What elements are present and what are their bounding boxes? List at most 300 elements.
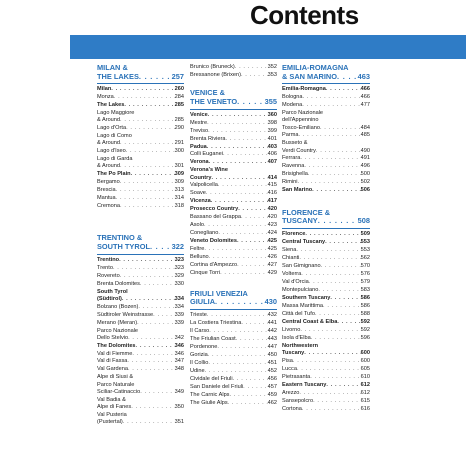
leader-dots: [309, 279, 361, 286]
entry-title: Val d'Orcia: [282, 278, 309, 285]
entry-page-number: 427: [267, 262, 277, 269]
entry-title: The Dolomites: [97, 342, 136, 349]
entry-page-number: 309: [174, 179, 184, 186]
entry-page-number: 353: [267, 71, 277, 78]
toc-entry[interactable]: [282, 132, 370, 139]
toc-entry[interactable]: [282, 187, 370, 194]
entry-title: The Lakes: [97, 102, 125, 109]
leader-dots: [140, 389, 174, 396]
entry-page-number: 442: [267, 327, 277, 334]
entry-title: Monza: [97, 94, 114, 101]
toc-entry[interactable]: [190, 238, 277, 245]
leader-dots: [325, 239, 361, 246]
toc-entry[interactable]: [282, 255, 370, 262]
leader-dots: [153, 312, 174, 319]
entry-page-number: 349: [174, 388, 184, 395]
entry-page-number: 416: [267, 190, 277, 197]
entry-title: Modena: [282, 102, 303, 109]
leader-dots: [116, 195, 175, 202]
entry-page-number: 452: [267, 367, 277, 374]
entry-title: Cividale del Friuli: [190, 375, 233, 382]
toc-entry[interactable]: [190, 206, 277, 213]
toc-entry[interactable]: [97, 328, 184, 342]
toc-entry[interactable]: [190, 144, 277, 151]
toc-entry[interactable]: [282, 102, 370, 109]
entry-title-line: Alpe di Siusi &: [97, 374, 134, 381]
entry-page-number: 291: [174, 140, 184, 147]
entry-page-number: 429: [267, 270, 277, 277]
entry-title: Asolo: [190, 222, 204, 229]
toc-entry[interactable]: [190, 368, 277, 375]
leader-dots: [241, 214, 268, 221]
entry-page-number: 334: [174, 295, 184, 302]
toc-entry[interactable]: [282, 140, 370, 154]
entry-page-number: 490: [360, 147, 370, 154]
entry-title-line: Busseto &: [282, 140, 308, 147]
entry-title: Central Tuscany: [282, 238, 326, 245]
toc-entry[interactable]: [97, 412, 184, 426]
toc-entry[interactable]: [190, 336, 277, 343]
leader-dots: [238, 206, 267, 213]
toc-entry[interactable]: [190, 262, 277, 269]
leader-dots: [128, 366, 175, 373]
entry-title: Vicenza: [190, 198, 211, 205]
entry-title-line: Dello Stelvio: [97, 334, 129, 341]
entry-title: San Daniele del Friuli: [190, 383, 244, 390]
entry-page-number: 346: [174, 350, 184, 357]
leader-dots: [337, 319, 360, 326]
toc-column-2: [190, 64, 277, 408]
section-heading[interactable]: [97, 64, 184, 84]
toc-entry[interactable]: [190, 376, 277, 383]
toc-entry[interactable]: [190, 64, 277, 71]
entry-page-number: 432: [267, 311, 277, 318]
entry-page-number: 592: [360, 326, 370, 333]
entry-title-line: Tosco-Emiliano: [282, 124, 320, 131]
entry-title: Arezzo: [282, 389, 300, 396]
entry-page-number: 425: [267, 238, 277, 245]
leader-dots: [237, 238, 268, 245]
toc-entry[interactable]: [282, 406, 370, 413]
leader-dots: [128, 335, 175, 342]
entry-title: Parma: [282, 132, 299, 139]
toc-entry[interactable]: [190, 112, 277, 119]
entry-page-number: 496: [360, 163, 370, 170]
toc-entry[interactable]: [282, 295, 370, 302]
entry-title: Val di Fassa: [97, 358, 128, 365]
leader-dots: [217, 344, 267, 351]
entry-page-number: 616: [360, 405, 370, 412]
leader-dots: [326, 86, 361, 93]
entry-title-line: & Around: [97, 163, 121, 170]
entry-page-number: 500: [360, 171, 370, 178]
toc-entry[interactable]: [97, 94, 184, 101]
entry-title: Gorizia: [190, 351, 208, 358]
section-page-number: 463: [357, 71, 370, 81]
entry-title: Brescia: [97, 187, 116, 194]
entry-page-number: 399: [267, 127, 277, 134]
toc-entry[interactable]: [190, 198, 277, 205]
entry-title: Cinque Torri: [190, 270, 221, 277]
entry-title: The Friulian Coast: [190, 335, 236, 342]
toc-entry[interactable]: [97, 187, 184, 194]
entry-title: Belluno: [190, 254, 209, 261]
toc-entry[interactable]: [282, 358, 370, 365]
entry-page-number: 451: [267, 359, 277, 366]
entry-title: Valpolicella: [190, 182, 218, 189]
toc-entry[interactable]: [97, 320, 184, 327]
entry-title: Pisa: [282, 357, 293, 364]
section-heading[interactable]: [190, 89, 277, 109]
toc-entry[interactable]: [97, 171, 184, 178]
entry-title: Bergamo: [97, 179, 120, 186]
entry-title: San Gimignano: [282, 262, 321, 269]
entry-page-number: 600: [360, 349, 370, 356]
entry-page-number: 348: [174, 366, 184, 373]
entry-page-number: 459: [267, 391, 277, 398]
toc-entry[interactable]: [282, 247, 370, 254]
entry-title: The Carnic Alps: [190, 391, 230, 398]
toc-entry[interactable]: [282, 366, 370, 373]
toc-entry[interactable]: [97, 86, 184, 93]
toc-entry[interactable]: [97, 265, 184, 272]
entry-title: Trentino: [97, 256, 120, 263]
toc-entry[interactable]: [97, 281, 184, 288]
entry-title: Lucca: [282, 365, 297, 372]
entry-page-number: 579: [360, 278, 370, 285]
section-heading[interactable]: [282, 209, 370, 229]
toc-entry[interactable]: [282, 343, 370, 357]
toc-entry[interactable]: [282, 171, 370, 178]
entry-page-number: 398: [267, 119, 277, 126]
toc-entry[interactable]: [190, 72, 277, 79]
leader-dots: [304, 163, 360, 170]
leader-dots: [311, 335, 361, 342]
leader-dots: [299, 255, 360, 262]
entry-page-number: 415: [267, 182, 277, 189]
toc-entry[interactable]: [282, 110, 370, 132]
entry-title-line: Alpe di Fanes: [97, 403, 132, 410]
toc-entry[interactable]: [282, 231, 370, 238]
toc-entry[interactable]: [282, 239, 370, 246]
entry-page-number: 407: [267, 159, 277, 166]
toc-entry[interactable]: [190, 270, 277, 277]
entry-page-number: 260: [174, 86, 184, 93]
entry-page-number: 423: [267, 222, 277, 229]
entry-title: Cortona: [282, 405, 302, 412]
entry-title: Brenta Dolomites: [97, 280, 140, 287]
entry-title-line: & Around: [97, 140, 121, 147]
toc-entry[interactable]: [190, 222, 277, 229]
toc-entry[interactable]: [97, 179, 184, 186]
entry-page-number: 612: [360, 381, 370, 388]
toc-entry[interactable]: [282, 163, 370, 170]
leader-dots: [126, 148, 175, 155]
leader-dots: [330, 295, 360, 302]
toc-entry[interactable]: [282, 263, 370, 270]
toc-entry[interactable]: [282, 382, 370, 389]
leader-dots: [297, 366, 361, 373]
entry-page-number: 456: [267, 375, 277, 382]
leader-dots: [241, 72, 268, 79]
entry-page-number: 466: [360, 86, 370, 93]
entry-title: Padua: [190, 143, 207, 150]
toc-entry[interactable]: [97, 374, 184, 396]
section-heading[interactable]: [282, 64, 370, 84]
section-heading[interactable]: [97, 234, 184, 254]
entry-title: The Giulie Alps: [190, 399, 228, 406]
toc-entry[interactable]: [190, 230, 277, 237]
leader-dots: [310, 374, 360, 381]
entry-title: Ferrara: [282, 155, 301, 162]
toc-entry[interactable]: [97, 156, 184, 170]
toc-entry[interactable]: [190, 328, 277, 335]
toc-entry[interactable]: [97, 312, 184, 319]
leader-dots: [208, 128, 268, 135]
entry-page-number: 360: [267, 111, 277, 118]
toc-entry[interactable]: [190, 312, 277, 319]
entry-title-line: Verdi Country: [282, 147, 316, 154]
toc-entry[interactable]: [97, 102, 184, 109]
entry-page-number: 426: [267, 254, 277, 261]
leader-dots: [302, 406, 361, 413]
entry-title: Il Carso: [190, 327, 210, 334]
entry-title: Milan: [97, 86, 112, 93]
leader-dots: [296, 247, 360, 254]
leader-dots: [209, 159, 268, 166]
entry-page-number: 506: [360, 187, 370, 194]
entry-page-number: 414: [267, 174, 277, 181]
toc-entry[interactable]: [190, 190, 277, 197]
entry-title-line: Lago di Garda: [97, 156, 133, 163]
toc-entry[interactable]: [190, 384, 277, 391]
entry-page-number: 615: [360, 397, 370, 404]
entry-page-number: 420: [267, 214, 277, 221]
toc-entry[interactable]: [97, 125, 184, 132]
toc-entry[interactable]: [97, 304, 184, 311]
toc-entry[interactable]: [97, 110, 184, 124]
entry-title: Merano (Meran): [97, 319, 138, 326]
leader-dots: [326, 382, 360, 389]
toc-entry[interactable]: [97, 366, 184, 373]
leader-dots: [120, 163, 175, 170]
entry-title: Soave: [190, 190, 206, 197]
entry-title: Bolzano (Bozen): [97, 303, 139, 310]
section-heading[interactable]: [190, 290, 277, 310]
leader-dots: [243, 384, 267, 391]
toc-entry[interactable]: [97, 133, 184, 147]
leader-dots: [300, 327, 360, 334]
entry-title: Il Collio: [190, 359, 209, 366]
entry-page-number: 285: [174, 117, 184, 124]
toc-entry[interactable]: [190, 128, 277, 135]
leader-dots: [114, 94, 175, 101]
entry-title: Bologna: [282, 94, 303, 101]
entry-page-number: 300: [174, 148, 184, 155]
toc-entry[interactable]: [190, 392, 277, 399]
entry-page-number: 334: [174, 303, 184, 310]
leader-dots: [119, 257, 175, 264]
entry-title: Val di Fiemme: [97, 350, 133, 357]
section-heading-line: THE VENETO: [190, 96, 238, 106]
entry-title-line: (Pustertal): [97, 418, 123, 425]
entry-page-number: 450: [267, 351, 277, 358]
entry-title-line: Lago Maggiore: [97, 110, 135, 117]
entry-page-number: 329: [174, 272, 184, 279]
toc-entry[interactable]: [190, 159, 277, 166]
toc-entry[interactable]: [282, 179, 370, 186]
leader-dots: [298, 179, 361, 186]
toc-entry[interactable]: [190, 400, 277, 407]
toc-entry[interactable]: [97, 351, 184, 358]
leader-dots: [299, 390, 360, 397]
entry-title: Brunico (Bruneck): [190, 64, 235, 70]
leader-dots: [120, 179, 175, 186]
leader-dots: [208, 352, 268, 359]
leader-dots: [138, 304, 174, 311]
toc-entry[interactable]: [282, 311, 370, 318]
toc-entry[interactable]: [282, 279, 370, 286]
entry-title-line: Parco Nazionale: [97, 327, 139, 334]
leader-dots: [305, 231, 360, 238]
toc-entry[interactable]: [97, 148, 184, 155]
toc-entry[interactable]: [97, 289, 184, 303]
entry-title: Treviso: [190, 127, 209, 134]
entry-title: La Costiera Triestina: [190, 319, 242, 326]
toc-column-3: [282, 64, 370, 414]
toc-entry[interactable]: [282, 335, 370, 342]
leader-dots: [241, 320, 267, 327]
entry-page-number: 610: [360, 373, 370, 380]
toc-entry[interactable]: [282, 398, 370, 405]
entry-page-number: 323: [174, 264, 184, 271]
toc-entry[interactable]: [282, 327, 370, 334]
toc-entry[interactable]: [282, 303, 370, 310]
section-page-number: 430: [264, 297, 277, 307]
leader-dots: [218, 230, 267, 237]
section-heading-line: SOUTH TYROL: [97, 242, 150, 252]
entry-page-number: 347: [174, 358, 184, 365]
toc-entry[interactable]: [97, 195, 184, 202]
toc-entry[interactable]: [190, 360, 277, 367]
leader-dots: [111, 86, 174, 93]
entry-title: Trento: [97, 264, 113, 271]
section-page-number: 355: [264, 96, 277, 106]
toc-entry[interactable]: [97, 358, 184, 365]
toc-entry[interactable]: [97, 273, 184, 280]
leader-dots: [131, 171, 175, 178]
entry-page-number: 576: [360, 270, 370, 277]
section-page-number: 257: [171, 71, 184, 81]
toc-entry[interactable]: [97, 343, 184, 350]
entry-title: Sansepolcro: [282, 397, 314, 404]
entry-page-number: 406: [267, 151, 277, 158]
entry-title: Pietrasanta: [282, 373, 311, 380]
toc-entry[interactable]: [190, 214, 277, 221]
section-page-number: 508: [357, 216, 370, 226]
entry-page-number: 553: [360, 238, 370, 245]
entry-page-number: 339: [174, 319, 184, 326]
entry-page-number: 466: [360, 94, 370, 101]
toc-entry[interactable]: [97, 203, 184, 210]
leader-dots: [337, 73, 358, 82]
entry-title: Cortina d'Ampezzo: [190, 262, 238, 269]
entry-page-number: 420: [267, 206, 277, 213]
entry-title: Livorno: [282, 326, 301, 333]
entry-title: Venice: [190, 111, 208, 118]
entry-title: Brenta Riviera: [190, 135, 226, 142]
leader-dots: [211, 175, 267, 182]
entry-title: Bressanone (Brixen): [190, 71, 241, 78]
toc-entry[interactable]: [282, 287, 370, 294]
toc-entry[interactable]: [282, 319, 370, 326]
toc-entry[interactable]: [97, 397, 184, 411]
entry-page-number: 484: [360, 124, 370, 131]
leader-dots: [313, 398, 361, 405]
entry-title: Emilia-Romagna: [282, 86, 326, 93]
entry-title: Bassano del Grappa: [190, 214, 241, 221]
toc-entry[interactable]: [282, 390, 370, 397]
entry-title: Città del Tufo: [282, 310, 315, 317]
leader-dots: [120, 203, 175, 210]
leader-dots: [301, 271, 360, 278]
toc-entry[interactable]: [97, 257, 184, 264]
toc-entry[interactable]: [190, 151, 277, 158]
toc-entry[interactable]: [190, 136, 277, 143]
toc-entry[interactable]: [190, 352, 277, 359]
leader-dots: [315, 311, 361, 318]
leader-dots: [318, 217, 358, 226]
entry-page-number: 285: [174, 102, 184, 109]
entry-title-line: Country: [190, 174, 212, 181]
leader-dots: [300, 155, 360, 162]
entry-title: Massa Marittima: [282, 302, 324, 309]
entry-title-line: Lago di Como: [97, 133, 132, 140]
entry-page-number: 592: [360, 318, 370, 325]
leader-dots: [207, 312, 268, 319]
leader-dots: [207, 120, 268, 127]
toc-entry[interactable]: [190, 254, 277, 261]
toc-entry[interactable]: [190, 320, 277, 327]
entry-page-number: 586: [360, 302, 370, 309]
entry-title: Colli Euganei: [190, 151, 223, 158]
entry-title: Veneto Dolomites: [190, 238, 237, 245]
toc-entry[interactable]: [190, 344, 277, 351]
section-heading-line: FRIULI VENEZIA: [190, 288, 248, 298]
entry-page-number: 290: [174, 125, 184, 132]
toc-entry[interactable]: [190, 182, 277, 189]
leader-dots: [209, 254, 268, 261]
entry-title: Volterra: [282, 270, 302, 277]
leader-dots: [123, 419, 175, 426]
entry-title: Pordenone: [190, 343, 218, 350]
toc-entry[interactable]: [190, 246, 277, 253]
toc-entry[interactable]: [282, 94, 370, 101]
toc-entry[interactable]: [190, 120, 277, 127]
leader-dots: [120, 273, 175, 280]
leader-dots: [312, 187, 361, 194]
toc-entry[interactable]: [190, 167, 277, 181]
entry-page-number: 502: [360, 179, 370, 186]
toc-entry[interactable]: [282, 271, 370, 278]
leader-dots: [207, 144, 268, 151]
entry-title: Udine: [190, 367, 205, 374]
toc-entry[interactable]: [282, 374, 370, 381]
toc-entry[interactable]: [282, 155, 370, 162]
entry-page-number: 424: [267, 230, 277, 237]
toc-entry[interactable]: [282, 86, 370, 93]
leader-dots: [126, 125, 175, 132]
